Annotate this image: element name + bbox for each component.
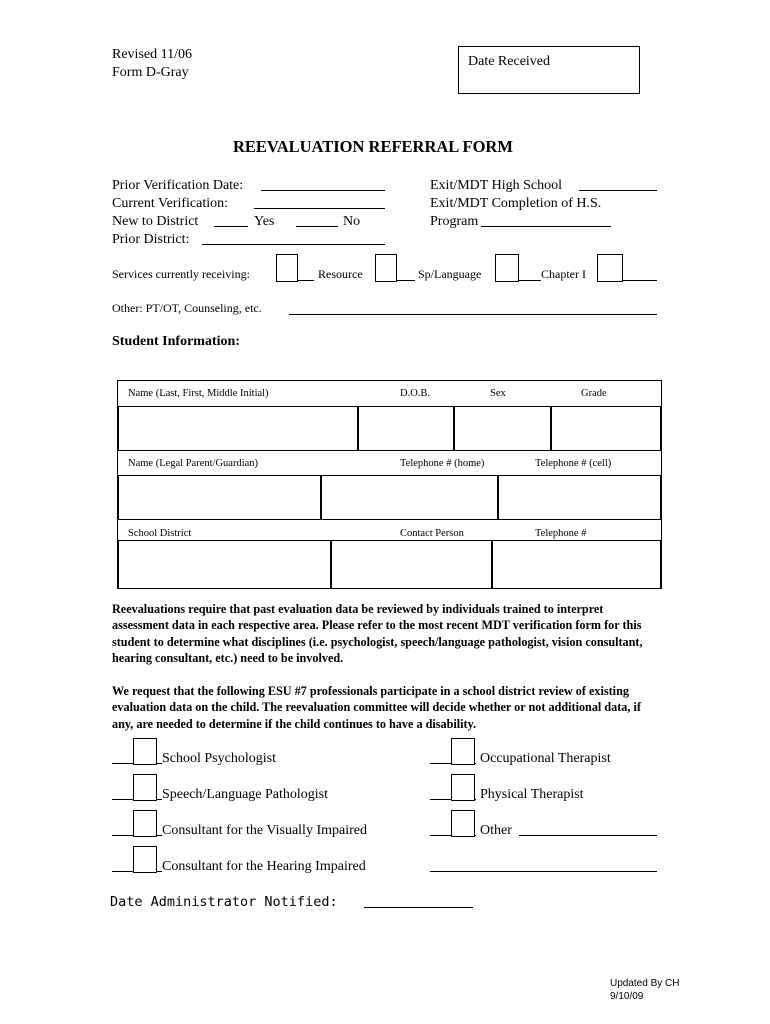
speech-language-checkbox[interactable] bbox=[133, 774, 157, 801]
contact-person-cell[interactable] bbox=[331, 540, 492, 589]
chapter-i-label: Chapter I bbox=[541, 267, 586, 281]
physical-label: Physical Therapist bbox=[480, 787, 584, 802]
form-id: Form D-Gray bbox=[112, 65, 189, 80]
student-info-heading: Student Information: bbox=[112, 334, 240, 349]
student-name-cell[interactable] bbox=[118, 406, 358, 451]
admin-notified-field[interactable] bbox=[364, 907, 473, 908]
parent-header: Name (Legal Parent/Guardian) bbox=[128, 458, 259, 469]
chapter-i-checkbox[interactable] bbox=[495, 254, 519, 282]
resource-checkbox[interactable] bbox=[276, 254, 298, 282]
name-header: Name (Last, First, Middle Initial) bbox=[128, 388, 269, 399]
occupational-checkbox[interactable] bbox=[451, 738, 475, 765]
speech-language-label: Speech/Language Pathologist bbox=[162, 787, 329, 802]
occupational-label: Occupational Therapist bbox=[480, 751, 611, 766]
instruction-paragraph-1: Reevaluations require that past evaluation data be reviewed by individuals trained to interpret assessment data in each respective area. Please refer to the most recent MDT verification form for this student to determine what disciplines (i.e. psychologist, speech/language pathologist, vision consultant, hearing consultant, etc.) need to be involved. bbox=[112, 602, 643, 666]
services-label: Services currently receiving: bbox=[112, 267, 250, 281]
exit-high-school-label: Exit/MDT High School bbox=[430, 178, 562, 193]
other-professional-label: Other bbox=[480, 823, 512, 838]
prior-district-label: Prior District: bbox=[112, 232, 190, 247]
school-psychologist-label: School Psychologist bbox=[162, 751, 276, 766]
extra-professional-field[interactable] bbox=[430, 871, 657, 872]
hearing-impaired-checkbox[interactable] bbox=[133, 846, 157, 873]
no-label: No bbox=[343, 214, 361, 229]
extra-service-underline bbox=[623, 280, 657, 281]
other-services-label: Other: PT/OT, Counseling, etc. bbox=[112, 301, 262, 315]
dob-cell[interactable] bbox=[358, 406, 454, 451]
updated-by: Updated By CH bbox=[610, 978, 680, 989]
updated-date: 9/10/09 bbox=[610, 991, 644, 1002]
school-district-header: School District bbox=[128, 528, 192, 539]
dob-header: D.O.B. bbox=[400, 388, 431, 399]
current-verification-label: Current Verification: bbox=[112, 196, 228, 211]
tel-home-cell[interactable] bbox=[321, 475, 498, 520]
date-received-label: Date Received bbox=[468, 54, 551, 69]
new-to-district-no-field[interactable] bbox=[296, 226, 338, 227]
tel-cell-cell[interactable] bbox=[498, 475, 661, 520]
grade-cell[interactable] bbox=[551, 406, 661, 451]
grade-header: Grade bbox=[581, 388, 607, 399]
other-services-field[interactable] bbox=[289, 314, 657, 315]
prior-verification-date-label: Prior Verification Date: bbox=[112, 178, 244, 193]
school-district-cell[interactable] bbox=[118, 540, 331, 589]
revised-date: Revised 11/06 bbox=[112, 47, 192, 62]
sex-header: Sex bbox=[490, 388, 506, 399]
page-title: REEVALUATION REFERRAL FORM bbox=[233, 137, 513, 156]
chapter-i-underline bbox=[519, 280, 541, 281]
new-to-district-label: New to District bbox=[112, 214, 199, 229]
parent-name-cell[interactable] bbox=[118, 475, 321, 520]
other-professional-field[interactable] bbox=[519, 835, 657, 836]
sex-cell[interactable] bbox=[454, 406, 551, 451]
new-to-district-yes-field[interactable] bbox=[214, 226, 248, 227]
visually-impaired-checkbox[interactable] bbox=[133, 810, 157, 837]
admin-notified-label: Date Administrator Notified: bbox=[110, 894, 338, 910]
prior-district-field[interactable] bbox=[202, 244, 385, 245]
telephone-header: Telephone # bbox=[535, 528, 587, 539]
instruction-paragraph-2: We request that the following ESU #7 professionals participate in a school district review of existing evaluation data on the child. The reevaluation committee will decide whether or not additional data, if any, are needed to determine if the child continues to have a disability. bbox=[112, 684, 641, 731]
tel-home-header: Telephone # (home) bbox=[400, 458, 485, 469]
physical-checkbox[interactable] bbox=[451, 774, 475, 801]
exit-completion-label: Exit/MDT Completion of H.S. bbox=[430, 196, 602, 211]
extra-service-checkbox[interactable] bbox=[597, 254, 623, 282]
resource-underline bbox=[298, 280, 314, 281]
tel-cell-header: Telephone # (cell) bbox=[535, 458, 612, 469]
school-psychologist-checkbox[interactable] bbox=[133, 738, 157, 765]
program-field[interactable] bbox=[481, 226, 611, 227]
visually-impaired-label: Consultant for the Visually Impaired bbox=[162, 823, 367, 838]
prior-verification-date-field[interactable] bbox=[261, 190, 385, 191]
date-received-box[interactable] bbox=[458, 46, 640, 94]
resource-label: Resource bbox=[318, 267, 363, 281]
exit-high-school-field[interactable] bbox=[579, 190, 657, 191]
contact-person-header: Contact Person bbox=[400, 528, 464, 539]
hearing-impaired-label: Consultant for the Hearing Impaired bbox=[162, 859, 366, 874]
other-professional-checkbox[interactable] bbox=[451, 810, 475, 837]
telephone-cell[interactable] bbox=[492, 540, 661, 589]
sp-language-checkbox[interactable] bbox=[375, 254, 397, 282]
yes-label: Yes bbox=[254, 214, 275, 229]
program-label: Program bbox=[430, 214, 479, 229]
sp-language-label: Sp/Language bbox=[418, 267, 482, 281]
current-verification-field[interactable] bbox=[254, 208, 385, 209]
